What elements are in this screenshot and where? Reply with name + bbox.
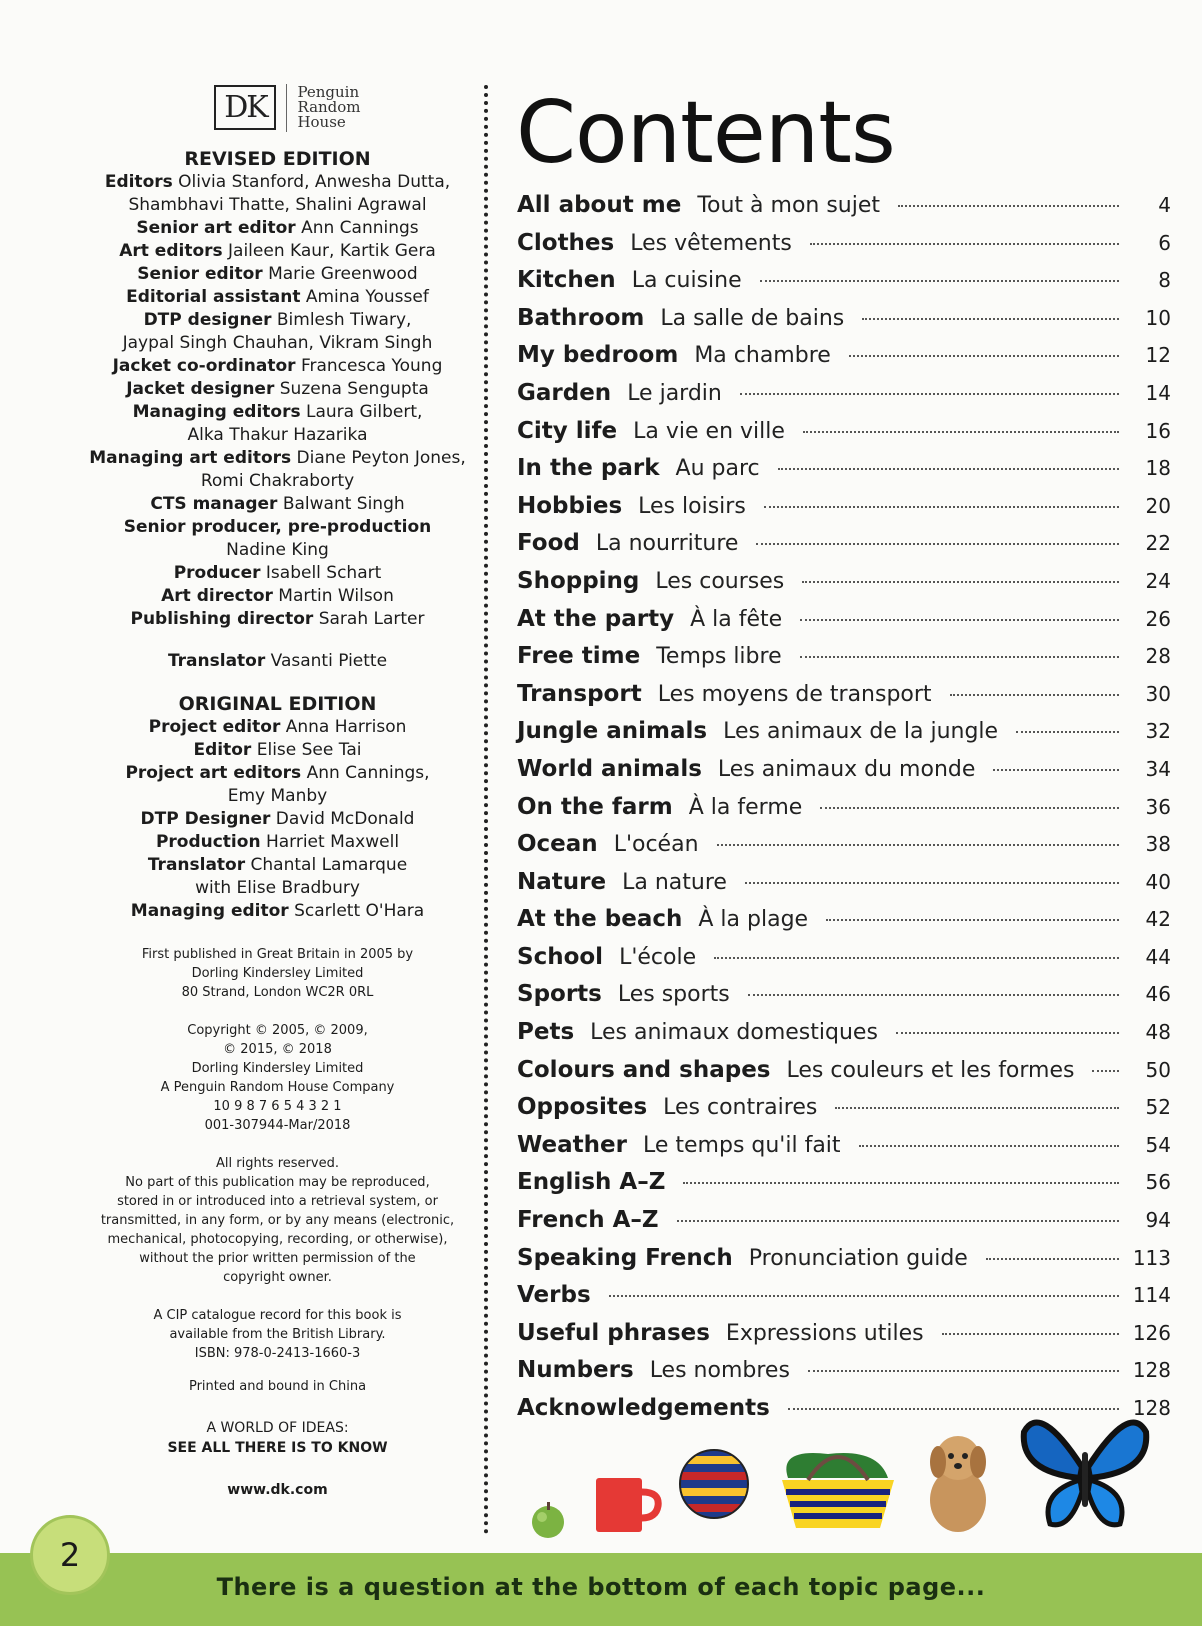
credit-line [80, 716, 475, 739]
toc-entry[interactable] [517, 380, 1171, 418]
toc-leader-dots [950, 694, 1119, 696]
credit-line [80, 762, 475, 785]
toc-french-title: Ma chambre [694, 343, 831, 369]
toc-page-number: 14 [1145, 380, 1171, 405]
toc-entry[interactable] [517, 1132, 1171, 1170]
credit-line [80, 608, 475, 631]
toc-entry[interactable] [517, 1019, 1171, 1057]
toc-english-title: Shopping [517, 567, 640, 594]
credit-role: Project editor [148, 717, 281, 737]
toc-english-title: Bathroom [517, 304, 645, 331]
credit-line [80, 263, 475, 286]
credit-role: Editor [193, 740, 252, 760]
rights-line: without the prior written permission of the [139, 1251, 416, 1266]
toc-leader-dots [609, 1295, 1119, 1297]
toc-leader-dots [745, 882, 1119, 884]
credit-names: Amina Youssef [300, 287, 429, 307]
credit-line [80, 447, 475, 470]
toc-page-number: 128 [1132, 1358, 1171, 1383]
cip-line: available from the British Library. [169, 1327, 386, 1342]
toc-leader-dots [862, 318, 1119, 320]
credit-names: Laura Gilbert, [300, 402, 423, 422]
toc-english-title: Speaking French [517, 1244, 733, 1271]
toc-leader-dots [849, 355, 1119, 357]
toc-entry[interactable] [517, 831, 1171, 869]
toc-leader-dots [898, 205, 1119, 207]
toc-english-title: Clothes [517, 229, 615, 256]
toc-leader-dots [810, 243, 1119, 245]
toc-leader-dots [826, 919, 1119, 921]
credit-line [80, 877, 475, 900]
publication-line: 80 Strand, London WC2R 0RL [181, 985, 374, 1000]
credit-line [80, 516, 475, 539]
toc-english-title: Hobbies [517, 492, 623, 519]
credit-line [80, 309, 475, 332]
toc-page-number: 10 [1145, 305, 1171, 330]
credit-names: Isabell Schart [260, 563, 382, 583]
toc-french-title: Temps libre [656, 644, 782, 670]
toc-french-title: Les couleurs et les formes [786, 1057, 1075, 1083]
credit-role: Translator [147, 855, 246, 875]
credit-line [80, 808, 475, 831]
toc-entry[interactable] [517, 455, 1171, 493]
toc-entry[interactable] [517, 944, 1171, 982]
toc-french-title: Les sports [617, 982, 730, 1008]
printed-in: Printed and bound in China [188, 1379, 367, 1394]
publication-line: First published in Great Britain in 2005 by [141, 947, 414, 962]
toc-english-title: At the beach [517, 906, 683, 933]
toc-page-number: 40 [1145, 869, 1171, 894]
original-edition-heading: ORIGINAL EDITION [178, 693, 377, 715]
toc-page-number: 26 [1145, 606, 1171, 631]
toc-english-title: Ocean [517, 831, 598, 858]
toc-page-number: 38 [1145, 832, 1171, 857]
credit-line [80, 650, 475, 673]
toc-english-title: Numbers [517, 1357, 634, 1384]
credit-role: Managing editors [132, 402, 301, 422]
toc-french-title: Pronunciation guide [748, 1245, 968, 1271]
toc-english-title: Kitchen [517, 267, 616, 294]
credit-names: Balwant Singh [277, 494, 405, 514]
toc-entry[interactable] [517, 906, 1171, 944]
toc-entry[interactable] [517, 643, 1171, 681]
toc-french-title: Les animaux du monde [717, 756, 976, 782]
toc-leader-dots [717, 844, 1119, 846]
toc-french-title: À la fête [690, 606, 783, 632]
publisher-logo [100, 80, 475, 135]
toc-leader-dots [993, 769, 1119, 771]
copyright-line: Dorling Kindersley Limited [191, 1061, 364, 1076]
credit-line [80, 401, 475, 424]
toc-french-title: Les moyens de transport [657, 681, 932, 707]
credit-names: Alka Thakur Hazarika [187, 425, 368, 445]
credit-line [80, 739, 475, 762]
credit-line [80, 785, 475, 808]
toc-french-title: Les loisirs [638, 493, 746, 519]
website-link[interactable]: www.dk.com [227, 1482, 328, 1498]
credit-line [80, 355, 475, 378]
rights-line: All rights reserved. [216, 1156, 339, 1171]
toc-page-number: 24 [1145, 568, 1171, 593]
credit-names: Diane Peyton Jones, [291, 448, 466, 468]
toc-leader-dots [764, 506, 1119, 508]
credit-names: Nadine King [226, 540, 329, 560]
credit-names: Jaypal Singh Chauhan, Vikram Singh [122, 333, 433, 353]
credit-names: with Elise Bradbury [195, 878, 360, 898]
credit-role: Senior editor [137, 264, 263, 284]
toc-leader-dots [803, 431, 1119, 433]
credit-role: Jacket designer [126, 379, 275, 399]
toc-french-title: La nourriture [595, 531, 739, 557]
toc-page-number: 30 [1145, 681, 1171, 706]
credit-role: Publishing director [130, 609, 314, 629]
cip-line: A CIP catalogue record for this book is [153, 1308, 402, 1323]
toc-entry[interactable] [517, 681, 1171, 719]
credit-names: Olivia Stanford, Anwesha Dutta, [172, 172, 451, 192]
toc-french-title: Les courses [655, 568, 785, 594]
credit-line [80, 831, 475, 854]
cip-record [80, 1306, 475, 1363]
credit-role: Jacket co-ordinator [112, 356, 296, 376]
credit-line [80, 539, 475, 562]
cip-line: ISBN: 978-0-2413-1660-3 [194, 1346, 361, 1361]
toc-french-title: La cuisine [631, 268, 742, 294]
toc-entry[interactable] [517, 1207, 1171, 1245]
toc-english-title: Food [517, 530, 580, 557]
toc-leader-dots [896, 1032, 1119, 1034]
toc-entry[interactable] [517, 756, 1171, 794]
penguin-random-house-logo: Penguin Random House [297, 83, 361, 131]
credit-names: Vasanti Piette [265, 651, 388, 671]
dk-logo: DK [214, 85, 276, 130]
tagline-world: A WORLD OF IDEAS: [206, 1420, 349, 1436]
credit-names: Francesca Young [295, 356, 443, 376]
toc-english-title: Garden [517, 379, 612, 406]
toc-page-number: 113 [1132, 1245, 1171, 1270]
credit-names: David McDonald [270, 809, 415, 829]
toc-french-title: Le temps qu'il fait [642, 1132, 841, 1158]
toc-entry[interactable] [517, 1094, 1171, 1132]
publication-line: Dorling Kindersley Limited [191, 966, 364, 981]
credit-role: Art editors [119, 241, 223, 261]
toc-leader-dots [859, 1145, 1119, 1147]
toc-page-number: 36 [1145, 794, 1171, 819]
toc-page-number: 18 [1145, 456, 1171, 481]
translator-credit [80, 650, 475, 673]
toc-leader-dots [820, 807, 1119, 809]
toc-english-title: Useful phrases [517, 1319, 710, 1346]
credit-role: Art director [161, 586, 273, 606]
toc-leader-dots [808, 1370, 1119, 1372]
toc-english-title: On the farm [517, 793, 673, 820]
credit-role: Senior art editor [136, 218, 296, 238]
toc-entry[interactable] [517, 530, 1171, 568]
credit-names: Harriet Maxwell [260, 832, 400, 852]
revised-credits [80, 171, 475, 631]
toc-page-number: 44 [1145, 944, 1171, 969]
footer-text: There is a question at the bottom of each topic page... [216, 1573, 986, 1601]
toc-leader-dots [835, 1107, 1119, 1109]
credit-role: Editors [104, 172, 173, 192]
credit-role: DTP Designer [140, 809, 271, 829]
toc-entry[interactable] [517, 342, 1171, 380]
toc-page-number: 52 [1145, 1095, 1171, 1120]
toc-english-title: My bedroom [517, 342, 679, 369]
toc-leader-dots [760, 280, 1119, 282]
toc-page-number: 34 [1145, 756, 1171, 781]
credit-names: Suzena Sengupta [274, 379, 429, 399]
toc-french-title: Les nombres [649, 1358, 790, 1384]
credit-line [80, 286, 475, 309]
credit-line [80, 562, 475, 585]
toc-english-title: School [517, 943, 604, 970]
rights-line: No part of this publication may be reproduced, [125, 1175, 430, 1190]
toc-french-title: Les animaux de la jungle [723, 719, 999, 745]
rights-line: mechanical, photocopying, recording, or otherwise), [107, 1232, 448, 1247]
ball-icon [678, 1448, 750, 1520]
table-of-contents [517, 192, 1171, 1433]
toc-entry[interactable] [517, 1320, 1171, 1358]
toc-entry[interactable] [517, 418, 1171, 456]
toc-entry[interactable] [517, 981, 1171, 1019]
toc-entry[interactable] [517, 718, 1171, 756]
apple-icon [528, 1500, 568, 1540]
credit-role: Producer [173, 563, 261, 583]
logo-divider [286, 84, 287, 132]
butterfly-icon [1020, 1412, 1150, 1537]
credit-line [80, 424, 475, 447]
credit-names: Chantal Lamarque [245, 855, 408, 875]
credit-line [80, 900, 475, 923]
toc-french-title: Tout à mon sujet [697, 193, 881, 218]
credit-names: Shambhavi Thatte, Shalini Agrawal [128, 195, 427, 215]
credit-line [80, 854, 475, 877]
credit-line [80, 378, 475, 401]
credit-role: CTS manager [150, 494, 278, 514]
toc-french-title: La salle de bains [660, 305, 845, 331]
credit-line [80, 332, 475, 355]
revised-edition-heading: REVISED EDITION [184, 148, 371, 170]
credit-role: Translator [167, 651, 266, 671]
toc-leader-dots [1092, 1070, 1119, 1072]
toc-english-title: In the park [517, 455, 660, 482]
credit-role: Managing art editors [89, 448, 292, 468]
toc-english-title: Transport [517, 680, 642, 707]
toc-entry[interactable] [517, 1245, 1171, 1283]
toc-entry[interactable] [517, 1057, 1171, 1095]
toc-leader-dots [778, 468, 1119, 470]
toc-leader-dots [986, 1258, 1119, 1260]
toc-leader-dots [714, 957, 1119, 959]
credit-names: Ann Cannings, [301, 763, 430, 783]
toc-entry[interactable] [517, 192, 1171, 230]
toc-page-number: 28 [1145, 644, 1171, 669]
copyright-line: 10 9 8 7 6 5 4 3 2 1 [213, 1099, 342, 1114]
toc-english-title: World animals [517, 755, 702, 782]
toc-leader-dots [748, 994, 1119, 996]
credit-names: Ann Cannings [295, 218, 419, 238]
credit-line [80, 493, 475, 516]
credit-role: Project art editors [125, 763, 302, 783]
toc-entry[interactable] [517, 1282, 1171, 1320]
toc-page-number: 114 [1132, 1283, 1171, 1308]
credit-names: Scarlett O'Hara [288, 901, 425, 921]
toc-english-title: Weather [517, 1131, 627, 1158]
copyright-line: 001-307944-Mar/2018 [204, 1118, 351, 1133]
toc-english-title: English A–Z [517, 1169, 666, 1196]
toc-english-title: French A–Z [517, 1207, 659, 1234]
toc-page-number: 22 [1145, 531, 1171, 556]
toc-entry[interactable] [517, 869, 1171, 907]
rights-line: transmitted, in any form, or by any means (electronic, [100, 1213, 455, 1228]
toc-leader-dots [677, 1220, 1119, 1222]
credit-names: Jaileen Kaur, Kartik Gera [222, 241, 436, 261]
toc-page-number: 16 [1145, 418, 1171, 443]
toc-french-title: L'océan [613, 832, 699, 858]
page-title: Contents [516, 83, 895, 183]
toc-leader-dots [740, 393, 1119, 395]
toc-english-title: Nature [517, 868, 607, 895]
credit-role: Senior producer, pre-production [123, 517, 432, 537]
rights-line: stored in or introduced into a retrieval system, or [117, 1194, 438, 1209]
toc-entry[interactable] [517, 305, 1171, 343]
credit-line [80, 194, 475, 217]
toc-french-title: À la plage [698, 907, 809, 933]
toc-page-number: 128 [1132, 1396, 1171, 1420]
credit-line [80, 585, 475, 608]
credit-role: Editorial assistant [126, 287, 301, 307]
credit-names: Anna Harrison [280, 717, 407, 737]
toc-page-number: 126 [1132, 1320, 1171, 1345]
toc-english-title: Opposites [517, 1094, 648, 1121]
credit-names: Romi Chakraborty [200, 471, 355, 491]
toc-page-number: 56 [1145, 1170, 1171, 1195]
copyright-info [80, 1021, 475, 1135]
credit-role: DTP designer [143, 310, 272, 330]
toc-entry[interactable] [517, 267, 1171, 305]
toc-page-number: 94 [1145, 1208, 1171, 1233]
toc-leader-dots [756, 543, 1119, 545]
toc-page-number: 42 [1145, 907, 1171, 932]
toc-english-title: Acknowledgements [517, 1395, 770, 1421]
toc-english-title: At the party [517, 605, 675, 632]
puppy-icon [918, 1430, 996, 1535]
toc-french-title: Les animaux domestiques [590, 1020, 878, 1046]
toc-page-number: 20 [1145, 493, 1171, 518]
rights-line: copyright owner. [223, 1270, 332, 1285]
publication-info [80, 945, 475, 1002]
toc-french-title: La nature [622, 869, 727, 895]
credit-role: Production [155, 832, 261, 852]
toc-french-title: La vie en ville [633, 418, 785, 444]
toc-french-title: Les contraires [663, 1095, 818, 1121]
tagline-see-all: SEE ALL THERE IS TO KNOW [167, 1440, 388, 1456]
toc-french-title: L'école [619, 944, 697, 970]
toc-english-title: All about me [517, 192, 682, 218]
toc-leader-dots [942, 1333, 1119, 1335]
credit-names: Emy Manby [227, 786, 328, 806]
toc-entry[interactable] [517, 493, 1171, 531]
rights-notice [80, 1154, 475, 1287]
toc-english-title: Pets [517, 1019, 575, 1046]
dotted-divider [484, 85, 488, 1535]
mug-icon [592, 1472, 662, 1536]
toc-french-title: Les vêtements [630, 230, 792, 256]
toc-english-title: Sports [517, 981, 602, 1008]
credit-line [80, 217, 475, 240]
credits-column [80, 80, 475, 1500]
credit-names: Elise See Tai [251, 740, 362, 760]
credit-line [80, 240, 475, 263]
toc-leader-dots [802, 581, 1119, 583]
footer-band [0, 1553, 1202, 1626]
credit-names: Bimlesh Tiwary, [271, 310, 412, 330]
toc-french-title: À la ferme [688, 794, 803, 820]
toc-leader-dots [800, 656, 1119, 658]
toc-page-number: 50 [1145, 1057, 1171, 1082]
toc-french-title: Le jardin [627, 380, 722, 406]
toc-french-title: Au parc [675, 456, 760, 482]
toc-entry[interactable] [517, 568, 1171, 606]
toc-page-number: 46 [1145, 982, 1171, 1007]
page-number-badge: 2 [30, 1515, 110, 1595]
credit-names: Sarah Larter [313, 609, 425, 629]
toc-page-number: 48 [1145, 1020, 1171, 1045]
toc-english-title: Jungle animals [517, 718, 708, 745]
credit-line [80, 470, 475, 493]
basket-icon [768, 1438, 908, 1533]
toc-page-number: 32 [1145, 719, 1171, 744]
copyright-line: Copyright © 2005, © 2009, [187, 1023, 368, 1038]
toc-page-number: 4 [1158, 193, 1171, 217]
toc-leader-dots [788, 1408, 1119, 1410]
toc-page-number: 54 [1145, 1132, 1171, 1157]
toc-entry[interactable] [517, 606, 1171, 644]
credit-names: Marie Greenwood [262, 264, 418, 284]
toc-leader-dots [683, 1182, 1119, 1184]
toc-page-number: 12 [1145, 343, 1171, 368]
original-credits [80, 716, 475, 923]
copyright-line: © 2015, © 2018 [223, 1042, 332, 1057]
toc-french-title: Expressions utiles [725, 1320, 924, 1346]
toc-english-title: Colours and shapes [517, 1056, 771, 1083]
credit-line [80, 171, 475, 194]
toc-entry[interactable] [517, 1357, 1171, 1395]
toc-page-number: 8 [1158, 268, 1171, 293]
picture-strip [520, 1430, 1170, 1540]
toc-english-title: City life [517, 417, 618, 444]
toc-english-title: Free time [517, 643, 641, 670]
copyright-line: A Penguin Random House Company [160, 1080, 395, 1095]
credit-names: Martin Wilson [272, 586, 394, 606]
toc-leader-dots [1016, 731, 1119, 733]
toc-entry[interactable] [517, 230, 1171, 268]
toc-entry[interactable] [517, 794, 1171, 832]
toc-page-number: 6 [1158, 230, 1171, 255]
credit-role: Managing editor [130, 901, 289, 921]
toc-entry[interactable] [517, 1169, 1171, 1207]
toc-leader-dots [800, 619, 1119, 621]
toc-english-title: Verbs [517, 1282, 591, 1309]
